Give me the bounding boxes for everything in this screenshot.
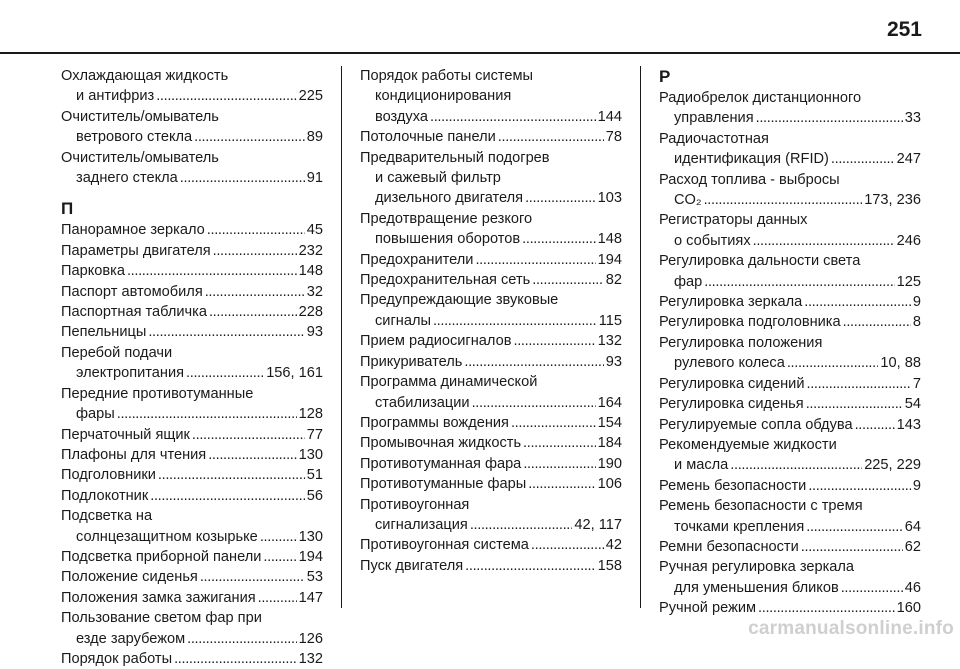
index-entry (61, 425, 323, 445)
index-entry-text: Промывочная жидкость (360, 435, 522, 452)
index-entry (61, 465, 323, 485)
index-entry-text: Порядок работы (61, 650, 173, 667)
column-divider (640, 66, 641, 608)
index-entry (659, 598, 921, 618)
index-entry (360, 209, 622, 250)
index-entry-text: Предохранительная сеть (360, 272, 531, 289)
index-entry-text: Регулировка сидений (659, 375, 805, 392)
leader-dots (180, 168, 305, 188)
index-entry-text: о событиях (674, 232, 751, 249)
index-entry (659, 251, 921, 292)
page-reference: 9 (912, 477, 921, 494)
index-entry-text: Расход топлива - выбросы (659, 171, 840, 188)
page-reference: 164 (597, 394, 622, 411)
page-reference: 54 (904, 396, 921, 413)
index-entry (360, 66, 622, 127)
leader-dots (532, 270, 604, 290)
index-entry-text: Предотвращение резкого (360, 210, 533, 227)
index-entry (61, 343, 323, 384)
page-reference: 78 (605, 129, 622, 146)
index-entry-text: фар (674, 273, 703, 290)
index-entry-text: Очиститель/омыватель (61, 149, 219, 166)
page-reference: 91 (306, 170, 323, 187)
page-reference: 143 (896, 416, 921, 433)
page-reference: 160 (896, 600, 921, 617)
page-reference: 106 (597, 476, 622, 493)
index-entry-text: и масла (674, 457, 729, 474)
index-entry-text: заднего стекла (76, 170, 178, 187)
page-reference: 42 (605, 537, 622, 554)
index-entry-text: стабилизации (375, 394, 470, 411)
leader-dots (704, 272, 894, 292)
page-reference: 173, 236 (864, 192, 921, 209)
index-entry-text: CO₂ (674, 192, 702, 209)
index-entry-text: Регулировка подголовника (659, 314, 841, 331)
page-reference: 32 (306, 283, 323, 300)
page-reference: 184 (597, 435, 622, 452)
index-entry (61, 608, 323, 649)
index-entry (360, 250, 622, 270)
page-reference: 158 (597, 557, 622, 574)
leader-dots (808, 476, 911, 496)
leader-dots (187, 629, 297, 649)
index-entry-text: Охлаждающая жидкость (61, 68, 229, 84)
index-entry-text: Радиобрелок дистанционного (659, 90, 862, 106)
index-entry (360, 433, 622, 453)
index-entry (659, 333, 921, 374)
index-entry-text: идентификация (RFID) (674, 151, 829, 168)
index-entry-text: Прием радиосигналов (360, 333, 512, 350)
leader-dots (841, 578, 903, 598)
index-entry (659, 88, 921, 129)
index-entry (360, 148, 622, 209)
header-rule (0, 52, 960, 54)
leader-dots (756, 108, 903, 128)
index-entry-text: Ремни безопасности (659, 538, 799, 555)
leader-dots (806, 374, 910, 394)
page-reference: 130 (298, 446, 323, 463)
index-entry (61, 445, 323, 465)
leader-dots (522, 229, 595, 249)
index-entry (360, 372, 622, 413)
page-reference: 247 (896, 151, 921, 168)
page-reference: 8 (912, 314, 921, 331)
index-entry (61, 148, 323, 189)
page-number: 251 (886, 18, 922, 41)
index-entry-text: Противоугонная система (360, 537, 529, 554)
index-entry (360, 127, 622, 147)
leader-dots (207, 220, 305, 240)
index-entry-text: Противотуманные фары (360, 476, 527, 493)
page-reference: 128 (298, 406, 323, 423)
index-entry (659, 374, 921, 394)
page-reference: 103 (597, 190, 622, 207)
index-entry-text: Радиочастотная (659, 130, 769, 147)
index-entry (360, 413, 622, 433)
leader-dots (523, 433, 596, 453)
index-entry-text: Подголовники (61, 467, 156, 484)
leader-dots (464, 352, 603, 372)
index-entry-text: Передние противотуманные (61, 385, 254, 402)
page-reference: 228 (298, 304, 323, 321)
index-entry-text: Ремень безопасности с тремя (659, 498, 863, 515)
index-entry (360, 535, 622, 555)
index-entry-text: Панорамное зеркало (61, 222, 205, 239)
index-entry-text: Предварительный подогрев (360, 149, 550, 166)
index-entry (659, 170, 921, 211)
page-reference: 51 (306, 467, 323, 484)
index-entry (659, 537, 921, 557)
leader-dots (806, 517, 903, 537)
page-reference: 82 (605, 272, 622, 289)
page-reference: 45 (306, 222, 323, 239)
page-reference: 46 (904, 579, 921, 596)
index-entry (659, 435, 921, 476)
watermark: carmanualsonline.info (748, 618, 954, 639)
index-entry-text: Предохранители (360, 251, 474, 268)
leader-dots (528, 474, 595, 494)
index-entry (360, 556, 622, 576)
index-entry (360, 270, 622, 290)
leader-dots (804, 292, 911, 312)
index-entry (659, 129, 921, 170)
page-reference: 42, 117 (574, 516, 622, 533)
index-entry-text: Порядок работы системы (360, 68, 534, 84)
leader-dots (263, 547, 296, 567)
index-entry (61, 588, 323, 608)
page-reference: 7 (912, 375, 921, 392)
index-entry-text: Регулировка дальности света (659, 253, 861, 270)
index-entry (61, 547, 323, 567)
leader-dots (704, 190, 863, 210)
index-entry-text: Плафоны для чтения (61, 446, 207, 463)
leader-dots (525, 188, 596, 208)
index-entry (659, 210, 921, 251)
index-column-1 (61, 66, 323, 669)
index-entry-text: электропитания (76, 365, 185, 382)
index-entry (61, 282, 323, 302)
index-entry-text: и антифриз (76, 88, 155, 105)
leader-dots (156, 86, 296, 106)
leader-dots (855, 415, 895, 435)
leader-dots (158, 465, 305, 485)
index-entry-text: Положения замка зажигания (61, 589, 256, 606)
leader-dots (150, 486, 305, 506)
page-reference: 232 (298, 242, 323, 259)
leader-dots (205, 282, 305, 302)
index-entry (360, 495, 622, 536)
index-entry-text: Подсветка приборной панели (61, 548, 262, 565)
index-entry-text: рулевого колеса (674, 355, 785, 372)
page-reference: 147 (298, 589, 323, 606)
index-entry-text: Подсветка на (61, 508, 153, 525)
index-entry-text: Паспортная табличка (61, 304, 207, 321)
index-entry-text: Программы вождения (360, 414, 509, 431)
index-entry-text: Регистраторы данных (659, 212, 808, 229)
index-entry (61, 220, 323, 240)
leader-dots (753, 231, 895, 251)
leader-dots (213, 241, 297, 261)
index-entry-text: Регулируемые сопла обдува (659, 416, 853, 433)
leader-dots (465, 556, 595, 576)
leader-dots (531, 535, 604, 555)
page-reference: 144 (597, 108, 622, 125)
index-entry-text: Регулировка сиденья (659, 396, 804, 413)
page-reference: 33 (904, 110, 921, 127)
index-entry-text: Потолочные панели (360, 129, 496, 146)
index-entry-text: Паспорт автомобиля (61, 283, 203, 300)
leader-dots (801, 537, 903, 557)
leader-dots (831, 149, 895, 169)
index-entry-text: Парковка (61, 263, 125, 280)
leader-dots (523, 454, 595, 474)
index-entry-text: фары (76, 406, 115, 423)
page-reference: 9 (912, 294, 921, 311)
page-reference: 156, 161 (266, 365, 323, 382)
index-entry (61, 241, 323, 261)
page-reference: 225, 229 (864, 457, 921, 474)
page-reference: 64 (904, 518, 921, 535)
index-entry (61, 261, 323, 281)
index-entry-text: Предупреждающие звуковые (360, 292, 559, 309)
page-reference: 194 (298, 548, 323, 565)
index-entry-text: Ручная регулировка зеркала (659, 559, 855, 576)
leader-dots (806, 394, 903, 414)
index-letter-heading: Р (659, 67, 671, 86)
page-reference: 93 (306, 324, 323, 341)
leader-dots (758, 598, 895, 618)
index-entry-text: ветрового стекла (76, 129, 193, 146)
index-entry-text: Противотуманная фара (360, 455, 522, 472)
index-entry (659, 476, 921, 496)
leader-dots (498, 127, 604, 147)
index-entry-text: сигналы (375, 312, 431, 329)
index-letter-heading: П (61, 199, 74, 219)
page-reference: 62 (904, 538, 921, 555)
index-entry-text: Пепельницы (61, 324, 147, 341)
page-reference: 56 (306, 487, 323, 504)
index-entry-text: Перчаточный ящик (61, 426, 190, 443)
page-reference: 77 (306, 426, 323, 443)
page-reference: 126 (298, 630, 323, 647)
index-entry (659, 394, 921, 414)
index-column-3 (659, 66, 921, 619)
index-entry (61, 107, 323, 148)
index-entry-text: Противоугонная (360, 496, 470, 513)
leader-dots (186, 363, 264, 383)
leader-dots (117, 404, 297, 424)
page-reference: 194 (597, 251, 622, 268)
index-entry-text: для уменьшения бликов (674, 579, 839, 596)
leader-dots (200, 567, 305, 587)
page-reference: 132 (597, 333, 622, 350)
index-entry-text: Ремень безопасности (659, 477, 807, 494)
index-entry (659, 557, 921, 598)
leader-dots (730, 455, 862, 475)
index-entry-text: Подлокотник (61, 487, 149, 504)
leader-dots (475, 250, 595, 270)
index-entry (360, 474, 622, 494)
page-reference: 154 (597, 414, 622, 431)
index-entry (61, 506, 323, 547)
leader-dots (430, 107, 596, 127)
index-entry (61, 302, 323, 322)
leader-dots (511, 413, 596, 433)
page-reference: 93 (605, 353, 622, 370)
page-reference: 130 (298, 528, 323, 545)
index-entry-text: Ручной режим (659, 600, 757, 617)
leader-dots (472, 393, 596, 413)
index-entry-text: Регулировка положения (659, 334, 823, 351)
index-entry (360, 331, 622, 351)
index-entry (61, 567, 323, 587)
leader-dots (194, 127, 305, 147)
column-divider (341, 66, 342, 608)
leader-dots (470, 515, 573, 535)
leader-dots (513, 331, 595, 351)
index-entry-text: Положение сиденья (61, 569, 198, 586)
index-entry-text: Рекомендуемые жидкости (659, 436, 837, 453)
page-reference: 125 (896, 273, 921, 290)
index-entry-text: кондиционирования (375, 88, 512, 105)
index-entry-text: Очиститель/омыватель (61, 108, 219, 125)
leader-dots (127, 261, 297, 281)
index-entry (61, 486, 323, 506)
page-reference: 246 (896, 232, 921, 249)
leader-dots (209, 302, 297, 322)
index-entry-text: повышения оборотов (375, 231, 521, 248)
index-entry-text: Программа динамической (360, 374, 538, 391)
index-entry (659, 415, 921, 435)
page-reference: 148 (597, 231, 622, 248)
index-entry-text: Регулировка зеркала (659, 294, 803, 311)
index-entry (61, 322, 323, 342)
index-entry-text: управления (674, 110, 754, 127)
index-entry-text: Перебой подачи (61, 344, 173, 361)
index-entry-text: воздуха (375, 108, 428, 125)
page-reference: 225 (298, 88, 323, 105)
page-reference: 148 (298, 263, 323, 280)
index-entry (659, 496, 921, 537)
index-entry-text: Параметры двигателя (61, 242, 211, 259)
index-entry-text: солнцезащитном козырьке (76, 528, 258, 545)
index-entry (360, 454, 622, 474)
page-reference: 115 (598, 312, 622, 329)
index-entry (659, 292, 921, 312)
index-entry-text: дизельного двигателя (375, 190, 524, 207)
page-reference: 132 (298, 650, 323, 667)
page-reference: 10, 88 (880, 355, 921, 372)
index-entry (659, 312, 921, 332)
page-reference: 89 (306, 129, 323, 146)
leader-dots (148, 322, 304, 342)
page-reference: 190 (597, 455, 622, 472)
index-entry (61, 649, 323, 669)
index-entry (61, 66, 323, 107)
index-entry-text: и сажевый фильтр (375, 170, 501, 187)
index-column-2 (360, 66, 622, 576)
index-entry-text: Пользование светом фар при (61, 610, 262, 627)
index-entry-text: сигнализация (375, 516, 468, 533)
page-reference: 53 (306, 569, 323, 586)
leader-dots (174, 649, 297, 669)
leader-dots (787, 353, 879, 373)
index-entry-text: точками крепления (674, 518, 805, 535)
index-entry-text: езде зарубежом (76, 630, 186, 647)
leader-dots (260, 527, 297, 547)
index-entry-text: Прикуриватель (360, 353, 463, 370)
leader-dots (843, 312, 911, 332)
leader-dots (433, 311, 597, 331)
leader-dots (208, 445, 296, 465)
index-entry (360, 290, 622, 331)
index-entry-text: Пуск двигателя (360, 557, 464, 574)
leader-dots (258, 588, 297, 608)
leader-dots (192, 425, 305, 445)
index-entry (61, 384, 323, 425)
index-entry (360, 352, 622, 372)
